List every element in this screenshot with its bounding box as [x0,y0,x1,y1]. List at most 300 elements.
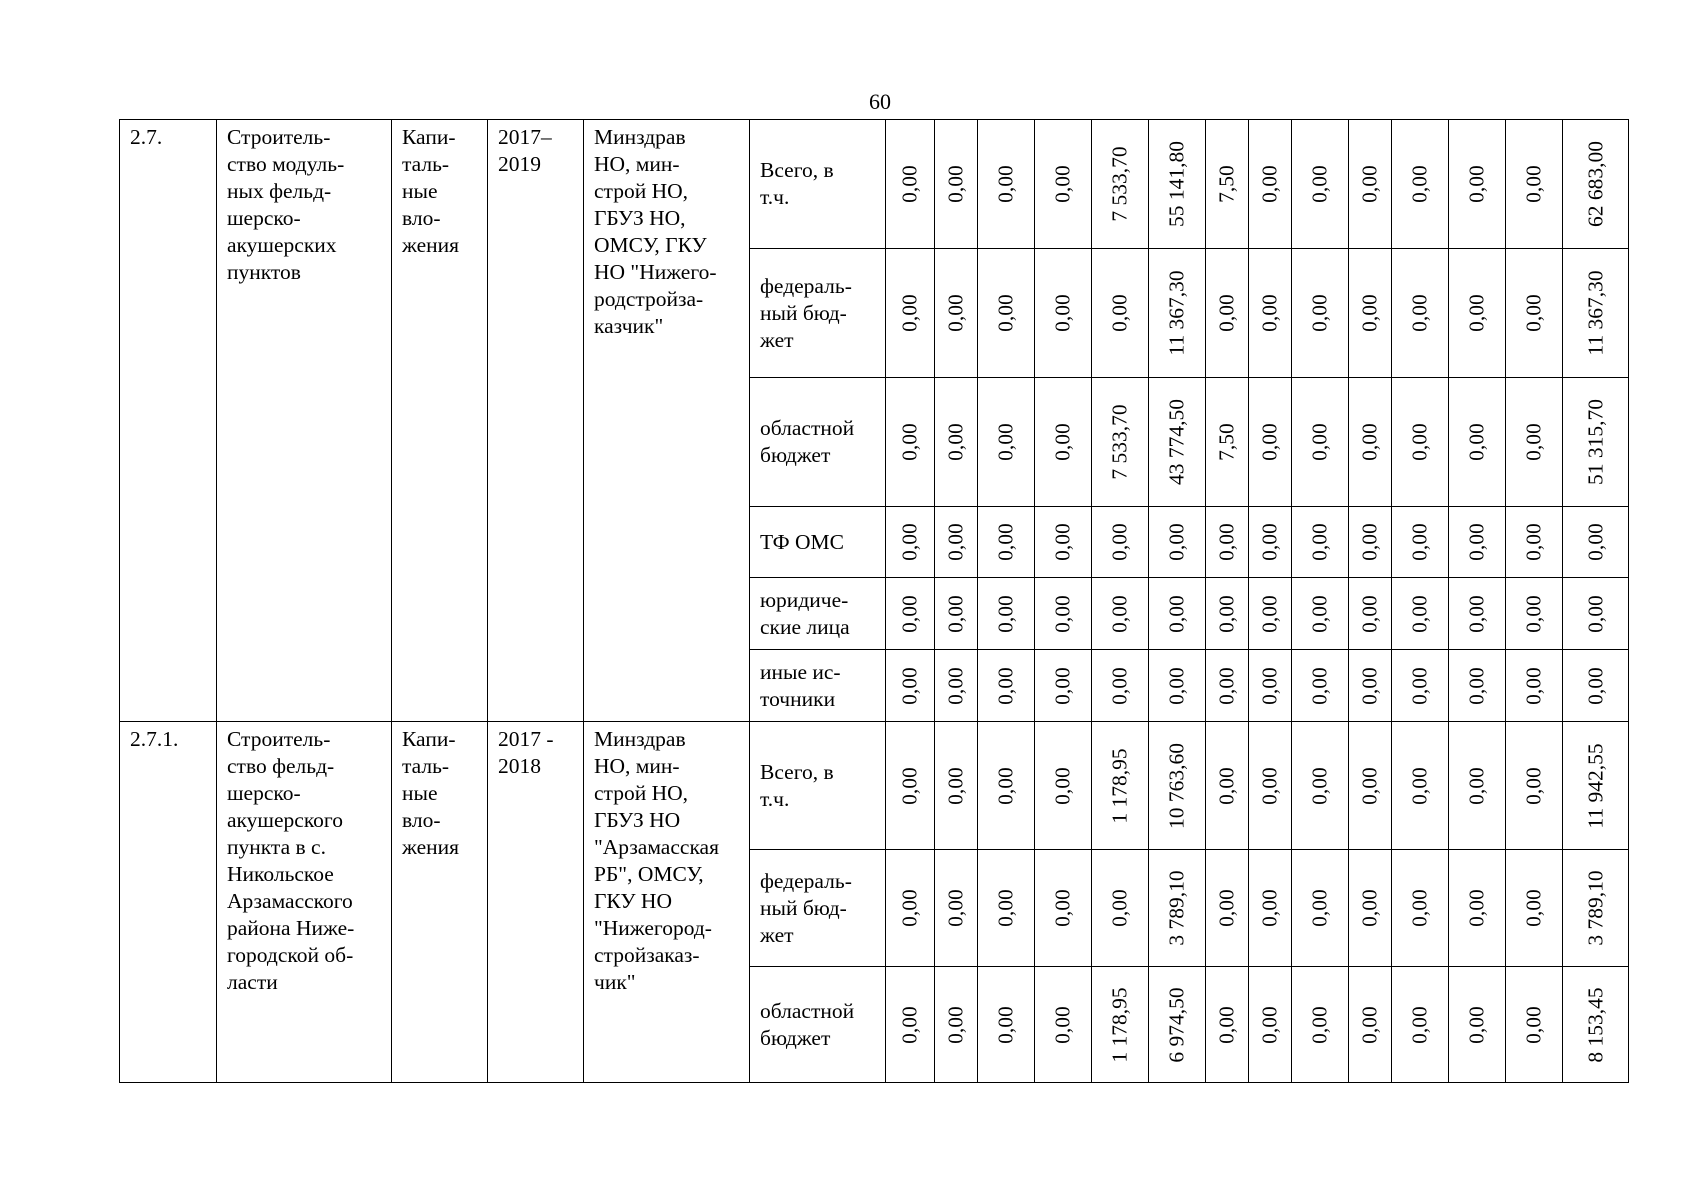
expense-type-line: ные [402,781,438,805]
value-text: 1 178,95 [1107,747,1132,824]
value-text: 0,00 [1521,666,1546,705]
funding-source-line: областной [760,416,855,440]
value-cell [1249,722,1292,850]
value-cell [1349,722,1392,850]
table-row [120,722,1629,850]
value-text: 0,00 [993,594,1018,633]
funding-source [750,650,886,722]
value-cell [1449,850,1506,967]
funding-source-line: бюджет [760,1025,831,1050]
value-text: 0,00 [1257,1005,1282,1044]
page-number: 60 [869,89,891,114]
value-cell [978,650,1035,722]
value-text: 0,00 [1107,889,1132,927]
value-text: 0,00 [1307,165,1332,203]
value-text: 0,00 [943,594,968,633]
value-cell [1206,578,1249,650]
item-name-line: ных фельд- [227,179,332,203]
value-text: 0,00 [1050,766,1075,805]
value-cell [1206,378,1249,507]
item-name-line: Никольское [227,862,334,886]
implementation-period-line: 2017– [498,125,552,149]
value-text: 0,00 [1214,889,1239,927]
value-cell [1035,722,1092,850]
item-name-line: ство фельд- [227,754,335,778]
funding-source-line: жет [760,327,794,352]
value-text: 0,00 [1464,1005,1489,1044]
value-text: 0,00 [993,423,1018,461]
value-cell [1249,507,1292,578]
value-cell [1035,249,1092,378]
value-cell [1349,850,1392,967]
value-cell [1506,249,1563,378]
value-text: 0,00 [1407,666,1432,705]
expense-type-line: Капи- [402,727,456,751]
value-cell [1563,578,1629,650]
value-text: 0,00 [1214,294,1239,332]
value-cell [1149,850,1206,967]
value-cell [1349,578,1392,650]
funding-source-line: федераль- [760,273,852,298]
value-cell [1206,850,1249,967]
value-text: 0,00 [993,1005,1018,1044]
value-text: 0,00 [1583,594,1607,633]
value-cell [978,249,1035,378]
funding-source [750,967,886,1083]
value-cell [1206,507,1249,578]
value-text: 0,00 [897,766,922,805]
value-cell [1149,967,1206,1083]
value-cell [1506,120,1563,249]
value-cell [1149,507,1206,578]
value-cell [1149,249,1206,378]
value-text: 0,00 [1521,766,1546,805]
value-text: 0,00 [1464,423,1489,461]
value-cell [1206,249,1249,378]
value-text: 0,00 [1257,423,1282,461]
item-name [217,722,392,1083]
item-name-line: Арзамасского [227,889,353,913]
expense-type-line: жения [402,233,460,257]
value-cell [1506,722,1563,850]
value-cell [1092,507,1149,578]
value-text: 0,00 [1257,594,1282,633]
value-text: 0,00 [993,165,1018,203]
value-cell [886,507,935,578]
funding-source [750,578,886,650]
value-text: 51 315,70 [1583,399,1607,485]
value-cell [978,378,1035,507]
item-name-line: Строитель- [227,727,331,751]
value-text: 0,00 [1164,666,1189,705]
value-text: 0,00 [993,889,1018,927]
value-text: 0,00 [993,523,1018,561]
value-cell [1449,378,1506,507]
value-cell [1449,120,1506,249]
funding-source-line: жет [760,922,794,947]
value-text: 0,00 [1257,294,1282,332]
value-cell [1035,507,1092,578]
value-cell [935,722,978,850]
value-text: 0,00 [993,294,1018,332]
value-text: 0,00 [1521,165,1546,203]
value-text: 7 533,70 [1107,146,1132,222]
value-text: 0,00 [1464,594,1489,633]
value-cell [886,578,935,650]
executors-line: ГБУЗ НО, [594,206,686,230]
value-text: 0,00 [1464,523,1489,561]
value-text: 0,00 [1521,594,1546,633]
value-cell [1092,722,1149,850]
value-cell [1563,850,1629,967]
executors-line: строй НО, [594,781,689,805]
value-text: 0,00 [1050,1005,1075,1044]
value-cell [1392,722,1449,850]
value-text: 0,00 [1521,294,1546,332]
value-cell [1292,578,1349,650]
value-text: 0,00 [1214,594,1239,633]
value-text: 1 178,95 [1107,986,1132,1063]
expense-type-line: Капи- [402,125,456,149]
value-text: 0,00 [1357,766,1382,805]
value-text: 0,00 [1214,766,1239,805]
funding-source-line: федераль- [760,868,852,893]
value-cell [1506,967,1563,1083]
value-cell [1563,378,1629,507]
value-text: 0,00 [1407,523,1432,561]
value-cell [1392,650,1449,722]
value-cell [1092,967,1149,1083]
value-text: 0,00 [897,523,922,561]
value-cell [1292,967,1349,1083]
value-cell [886,249,935,378]
value-cell [1506,650,1563,722]
value-cell [1392,249,1449,378]
executors-line: ОМСУ, ГКУ [594,233,707,257]
expense-type-line: таль- [402,152,450,176]
value-text: 0,00 [943,766,968,805]
value-cell [1392,850,1449,967]
funding-source-line: ские лица [760,614,850,639]
value-text: 0,00 [1050,666,1075,705]
value-cell [978,722,1035,850]
value-text: 0,00 [1521,1005,1546,1044]
value-cell [935,507,978,578]
value-text: 0,00 [1357,165,1382,203]
value-text: 0,00 [897,666,922,705]
executors [584,120,750,722]
value-text: 6 974,50 [1164,986,1189,1063]
expense-type-line: вло- [402,808,441,832]
value-text: 0,00 [1107,594,1132,633]
value-cell [1249,850,1292,967]
value-cell [1392,967,1449,1083]
value-cell [1035,850,1092,967]
value-cell [1563,722,1629,850]
value-text: 0,00 [1050,594,1075,633]
value-cell [1292,650,1349,722]
value-text: 0,00 [1050,523,1075,561]
implementation-period [488,120,584,722]
value-text: 11 367,30 [1583,270,1607,356]
value-text: 0,00 [1464,666,1489,705]
value-cell [1506,507,1563,578]
value-text: 0,00 [1257,666,1282,705]
item-name-line: городской об- [227,943,354,967]
expense-type [392,722,488,1083]
value-cell [886,967,935,1083]
value-text: 0,00 [1050,889,1075,927]
executors-line: ГБУЗ НО [594,808,681,832]
executors-line: ГКУ НО [594,889,672,913]
value-cell [1392,507,1449,578]
executors-line: стройзаказ- [594,943,700,967]
value-cell [1035,650,1092,722]
value-text: 0,00 [1407,165,1432,203]
value-text: 0,00 [943,294,968,332]
value-cell [935,650,978,722]
value-cell [886,722,935,850]
value-text: 0,00 [993,766,1018,805]
value-cell [1292,850,1349,967]
value-cell [1349,249,1392,378]
value-cell [1149,578,1206,650]
funding-source [750,378,886,507]
value-cell [1349,967,1392,1083]
value-text: 0,00 [1257,523,1282,561]
value-cell [935,578,978,650]
funding-source-line: бюджет [760,443,831,467]
value-cell [1206,967,1249,1083]
table-row [120,120,1629,249]
value-text: 0,00 [943,1005,968,1044]
executors-line: Минздрав [594,125,686,149]
value-text: 0,00 [897,423,922,461]
value-cell [1349,507,1392,578]
expense-type-line: таль- [402,754,450,778]
value-text: 3 789,10 [1583,870,1607,946]
value-cell [1092,578,1149,650]
value-cell [1292,378,1349,507]
value-text: 62 683,00 [1583,141,1607,227]
executors-line: РБ", ОМСУ, [594,862,704,886]
executors-line: НО, мин- [594,754,680,778]
value-text: 0,00 [1050,423,1075,461]
value-cell [1092,120,1149,249]
value-text: 0,00 [1407,594,1432,633]
funding-source-line: юридиче- [760,587,849,612]
value-text: 0,00 [1257,165,1282,203]
value-text: 0,00 [1257,766,1282,805]
value-text: 7,50 [1214,165,1239,203]
item-name-line: шерско- [227,206,301,230]
item-name-line: Строитель- [227,125,331,149]
item-number: 2.7.1. [120,722,217,1083]
value-text: 10 763,60 [1164,742,1189,829]
value-cell [1249,378,1292,507]
value-text: 0,00 [1107,294,1132,332]
value-text: 0,00 [1214,666,1239,705]
value-text: 0,00 [1407,294,1432,332]
value-text: 0,00 [1407,766,1432,805]
value-cell [1506,378,1563,507]
value-text: 0,00 [1050,294,1075,332]
funding-source-line: ТФ ОМС [760,529,845,554]
value-text: 0,00 [1214,523,1239,561]
value-text: 0,00 [1357,1005,1382,1044]
value-text: 0,00 [1214,1005,1239,1044]
executors-line: чик" [594,970,636,994]
value-cell [935,378,978,507]
funding-source [750,120,886,249]
value-text: 0,00 [1050,165,1075,203]
value-cell [1249,650,1292,722]
value-cell [1092,850,1149,967]
funding-source-line: т.ч. [760,786,790,811]
value-text: 0,00 [1307,766,1332,805]
value-text: 0,00 [1307,889,1332,927]
value-cell [1392,378,1449,507]
executors-line: НО, мин- [594,152,680,176]
value-cell [1206,722,1249,850]
value-cell [886,378,935,507]
value-cell [1249,578,1292,650]
value-text: 0,00 [1407,889,1432,927]
value-cell [1035,120,1092,249]
item-name-line: ласти [227,970,278,994]
implementation-period-line: 2019 [498,152,541,176]
value-text: 0,00 [1307,666,1332,705]
value-cell [1092,378,1149,507]
value-text: 0,00 [1164,594,1189,633]
executors-line: НО "Нижего- [594,260,717,284]
value-text: 0,00 [1107,666,1132,705]
value-cell [1349,650,1392,722]
budget-table [119,119,1629,1083]
value-cell [1149,722,1206,850]
value-text: 0,00 [1407,423,1432,461]
value-cell [1563,120,1629,249]
item-name-line: акушерских [227,233,337,257]
executors-line: Минздрав [594,727,686,751]
value-text: 0,00 [897,294,922,332]
value-text: 0,00 [1583,666,1607,705]
value-cell [1092,650,1149,722]
value-text: 55 141,80 [1164,141,1189,227]
value-cell [978,850,1035,967]
value-cell [978,120,1035,249]
funding-source-line: Всего, в [760,759,834,784]
value-text: 0,00 [1307,523,1332,561]
value-text: 0,00 [1464,766,1489,805]
funding-source [750,722,886,850]
value-cell [1292,120,1349,249]
value-cell [886,650,935,722]
value-text: 0,00 [1357,523,1382,561]
item-name-line: пунктов [227,260,301,284]
value-cell [1349,120,1392,249]
executors-line: строй НО, [594,179,689,203]
value-cell [886,120,935,249]
value-cell [1292,507,1349,578]
expense-type-line: ные [402,179,438,203]
value-text: 0,00 [1357,423,1382,461]
value-text: 0,00 [1307,423,1332,461]
value-cell [1149,650,1206,722]
value-cell [1449,249,1506,378]
expense-type-line: жения [402,835,460,859]
executors [584,722,750,1083]
value-cell [1206,120,1249,249]
value-text: 0,00 [1583,523,1607,561]
value-cell [1506,850,1563,967]
funding-source-line: точники [760,686,836,711]
value-text: 0,00 [897,165,922,203]
item-name-line: ство модуль- [227,152,345,176]
value-text: 0,00 [943,666,968,705]
executors-line: казчик" [594,314,664,338]
value-text: 0,00 [1464,889,1489,927]
value-cell [935,967,978,1083]
funding-source-line: ный бюд- [760,300,847,325]
value-cell [978,967,1035,1083]
value-text: 0,00 [1357,294,1382,332]
value-text: 0,00 [897,1005,922,1044]
funding-source-line: иные ис- [760,659,841,684]
value-cell [978,578,1035,650]
value-cell [1092,249,1149,378]
value-cell [1035,378,1092,507]
value-text: 0,00 [993,666,1018,705]
value-cell [1392,578,1449,650]
funding-source-line: ный бюд- [760,895,847,920]
funding-source [750,249,886,378]
value-cell [1249,967,1292,1083]
value-cell [1563,967,1629,1083]
value-text: 11 942,55 [1583,742,1607,829]
value-text: 7 533,70 [1107,404,1132,480]
item-name-line: шерско- [227,781,301,805]
value-text: 0,00 [1521,523,1546,561]
value-cell [1563,249,1629,378]
executors-line: родстройза- [594,287,704,311]
value-text: 0,00 [897,594,922,633]
value-cell [1449,578,1506,650]
value-cell [1449,507,1506,578]
implementation-period-line: 2018 [498,754,541,778]
value-text: 0,00 [943,423,968,461]
value-text: 0,00 [1357,666,1382,705]
value-text: 0,00 [1521,423,1546,461]
funding-source [750,507,886,578]
value-text: 11 367,30 [1164,270,1189,356]
expense-type [392,120,488,722]
value-cell [1035,967,1092,1083]
value-cell [1449,650,1506,722]
value-cell [978,507,1035,578]
value-cell [1506,578,1563,650]
item-name-line: акушерского [227,808,343,832]
funding-source [750,850,886,967]
value-cell [1206,650,1249,722]
value-cell [1149,120,1206,249]
value-cell [1149,378,1206,507]
value-text: 0,00 [943,523,968,561]
value-cell [935,249,978,378]
value-text: 0,00 [1257,889,1282,927]
value-cell [1392,120,1449,249]
value-cell [935,850,978,967]
